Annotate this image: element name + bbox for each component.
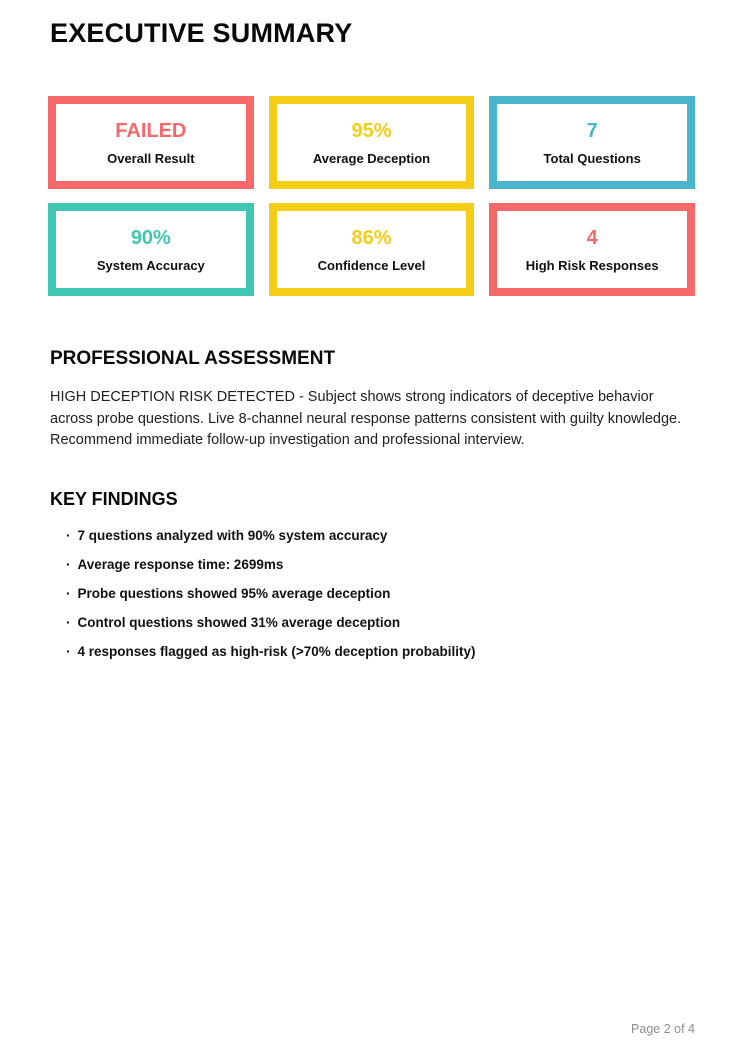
metric-label: System Accuracy	[96, 257, 205, 273]
metric-label: Overall Result	[107, 150, 195, 166]
report-page	[0, 18, 743, 1044]
metric-card-system-accuracy	[48, 203, 254, 296]
key-findings-heading: KEY FINDINGS	[50, 488, 178, 509]
page-number: Page 2 of 4	[631, 1022, 695, 1036]
finding-item	[66, 645, 695, 659]
bullet-icon: ·	[66, 556, 71, 572]
page-title: EXECUTIVE SUMMARY	[50, 18, 353, 48]
metrics-grid	[48, 96, 695, 296]
metric-card-high-risk-responses	[489, 203, 695, 296]
metric-card-confidence-level	[269, 203, 475, 296]
metric-label: Total Questions	[543, 150, 641, 166]
metric-value: 7	[586, 119, 598, 142]
metric-value: 95%	[351, 119, 392, 142]
metric-value: FAILED	[115, 119, 187, 142]
finding-item	[66, 587, 695, 601]
finding-text: Probe questions showed 95% average deception	[77, 585, 391, 601]
finding-text: 7 questions analyzed with 90% system accuracy	[77, 527, 388, 543]
metric-card-total-questions	[489, 96, 695, 189]
metric-card-overall-result	[48, 96, 254, 189]
bullet-icon: ·	[66, 643, 71, 659]
key-findings-list	[66, 529, 695, 659]
finding-item	[66, 616, 695, 630]
finding-text: Control questions showed 31% average deception	[77, 614, 401, 630]
bullet-icon: ·	[66, 614, 71, 630]
metric-value: 4	[586, 226, 598, 249]
bullet-icon: ·	[66, 585, 71, 601]
assessment-heading: PROFESSIONAL ASSESSMENT	[50, 348, 336, 369]
finding-text: 4 responses flagged as high-risk (>70% deception probability)	[77, 643, 476, 659]
metric-value: 90%	[130, 226, 171, 249]
finding-item	[66, 558, 695, 572]
metric-card-average-deception	[269, 96, 475, 189]
finding-item	[66, 529, 695, 543]
bullet-icon: ·	[66, 527, 71, 543]
metric-label: High Risk Responses	[525, 257, 659, 273]
finding-text: Average response time: 2699ms	[77, 556, 284, 572]
metric-value: 86%	[351, 226, 392, 249]
metric-label: Average Deception	[312, 150, 431, 166]
metric-label: Confidence Level	[317, 257, 426, 273]
assessment-body: HIGH DECEPTION RISK DETECTED - Subject shows strong indicators of deceptive behavior across probe questions. Live 8-channel neural response patterns consistent with guilty knowledge. Recommend immediate follow-up investigation and professional interview.	[50, 389, 682, 448]
